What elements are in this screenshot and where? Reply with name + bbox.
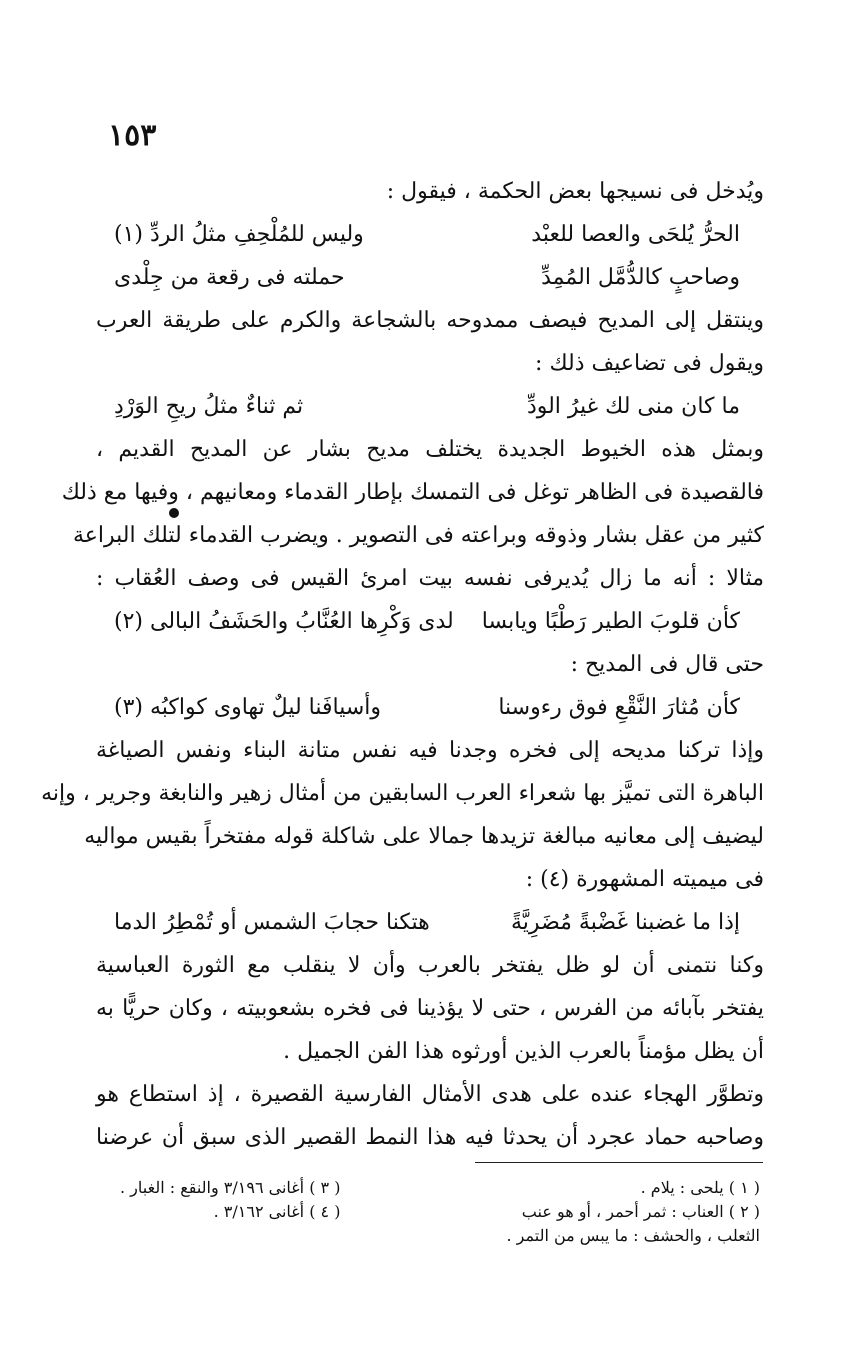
verse-first-hemistich: وصاحبٍ كالدُّمَّل المُمِدِّ bbox=[541, 265, 740, 290]
verse-second-hemistich: لدى وَكْرِها العُنَّابُ والحَشَفُ البالى (٢) bbox=[114, 609, 454, 634]
prose-line: وتطوَّر الهجاء عنده على هدى الأمثال الفارسية القصيرة ، إذ استطاع هو bbox=[96, 1082, 764, 1107]
prose-line: وبمثل هذه الخيوط الجديدة يختلف مديح بشار عن المديح القديم ، bbox=[96, 437, 764, 462]
verse-line bbox=[96, 385, 764, 428]
verse-first-hemistich: ما كان منى لك غيرُ الودِّ bbox=[526, 394, 740, 419]
footnote-2-continued: الثعلب ، والحشف : ما يبس من التمر . bbox=[506, 1226, 760, 1245]
prose-line: كثير من عقل بشار وذوقه وبراعته فى التصوير . ويضرب القدماء لتلك البراعة bbox=[72, 523, 764, 548]
footnotes-right-column bbox=[506, 1176, 760, 1248]
prose-line: وصاحبه حماد عجرد أن يحدثا فيه هذا النمط القصير الذى سبق أن عرضنا bbox=[96, 1125, 764, 1150]
verse-first-hemistich: الحرُّ يُلحَى والعصا للعبْد bbox=[531, 222, 740, 247]
verse-line bbox=[96, 213, 764, 256]
prose-line: فى ميميته المشهورة (٤) : bbox=[525, 867, 764, 892]
prose-line: وكنا نتمنى أن لو ظل يفتخر بالعرب وأن لا ينقلب مع الثورة العباسية bbox=[96, 953, 764, 978]
footnote-1: ( ١ ) يلحى : يلام . bbox=[640, 1178, 760, 1197]
footnote-rule bbox=[475, 1162, 763, 1163]
verse-line bbox=[96, 600, 764, 643]
footnote-3: ( ٣ ) أغانى ٣/١٩٦ والنقع : الغبار . bbox=[120, 1178, 341, 1197]
prose-line: يفتخر بآبائه من الفرس ، حتى لا يؤذينا فى فخره بشعوبيته ، وكان حريًّا به bbox=[96, 996, 764, 1021]
prose-line: وينتقل إلى المديح فيصف ممدوحه بالشجاعة والكرم على طريقة العرب bbox=[96, 308, 764, 333]
footnote-4: ( ٤ ) أغانى ٣/١٦٢ . bbox=[213, 1202, 341, 1221]
prose-line: أن يظل مؤمناً بالعرب الذين أورثوه هذا الفن الجميل . bbox=[283, 1039, 764, 1064]
verse-first-hemistich: كأن مُثارَ النَّقْعِ فوق رءوسنا bbox=[498, 695, 740, 720]
verse-second-hemistich: وأسيافَنا ليلٌ تهاوى كواكبُه (٣) bbox=[114, 695, 382, 720]
page-number: ١٥٣ bbox=[108, 118, 157, 153]
verse-second-hemistich: ثم ثناءٌ مثلُ ريحِ الوَرْدِ bbox=[114, 394, 304, 419]
verse-second-hemistich: هتكنا حجابَ الشمس أو تُمْطِرُ الدما bbox=[114, 910, 430, 935]
body-text bbox=[41, 170, 765, 1159]
verse-first-hemistich: إذا ما غضبنا غَضْبةً مُضَرِيَّةً bbox=[511, 910, 740, 935]
verse-second-hemistich: وليس للمُلْحِفِ مثلُ الردِّ (١) bbox=[114, 222, 364, 247]
verse-first-hemistich: كأن قلوبَ الطير رَطْبًا ويابسا bbox=[481, 609, 740, 634]
prose-line: حتى قال فى المديح : bbox=[570, 652, 764, 677]
verse-line bbox=[96, 901, 764, 944]
prose-line: ويُدخل فى نسيجها بعض الحكمة ، فيقول : bbox=[386, 179, 764, 204]
ink-dot bbox=[169, 508, 179, 518]
footnote-2: ( ٢ ) العناب : ثمر أحمر ، أو هو عنب bbox=[521, 1202, 760, 1221]
prose-line: مثالا : أنه ما زال يُديرفى نفسه بيت امرئ القيس فى وصف العُقاب : bbox=[96, 566, 764, 591]
prose-line: ليضيف إلى معانيه مبالغة تزيدها جمالا على شاكلة قوله مفتخراً بقيس مواليه bbox=[84, 824, 764, 849]
prose-line: فالقصيدة فى الظاهر توغل فى التمسك بإطار القدماء ومعانيهم ، وفيها مع ذلك bbox=[61, 480, 764, 505]
prose-line: الباهرة التى تميَّز بها شعراء العرب السابقين من أمثال زهير والنابغة وجرير ، وإنه bbox=[41, 781, 764, 806]
prose-line: وإذا تركنا مديحه إلى فخره وجدنا فيه نفس متانة البناء ونفس الصياغة bbox=[96, 738, 765, 763]
prose-line: ويقول فى تضاعيف ذلك : bbox=[535, 351, 764, 376]
footnotes-left-column bbox=[120, 1176, 340, 1248]
verse-line bbox=[96, 256, 764, 299]
footnotes bbox=[120, 1176, 760, 1248]
verse-second-hemistich: حملته فى رقعة من جِلْدى bbox=[114, 265, 345, 290]
verse-line bbox=[96, 686, 764, 729]
